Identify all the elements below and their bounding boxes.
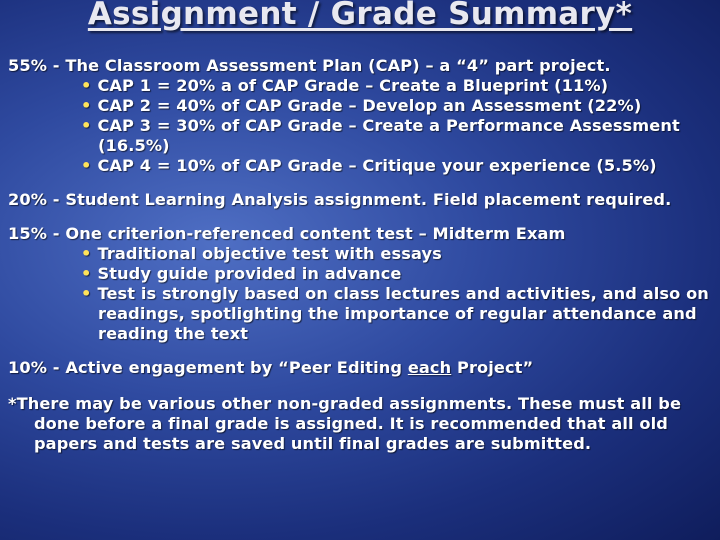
- list-item: • CAP 2 = 40% of CAP Grade – Develop an Assessment (22%): [81, 96, 642, 115]
- list-item: • Traditional objective test with essays: [81, 244, 442, 263]
- emphasis-underline: each: [407, 358, 452, 377]
- bullet-icon: •: [81, 264, 92, 283]
- slide-title: Assignment / Grade Summary*: [87, 0, 633, 32]
- list-item: • CAP 4 = 10% of CAP Grade – Critique your experience (5.5%): [81, 156, 657, 175]
- section-heading: 15% - One criterion-referenced content test – Midterm Exam: [8, 224, 566, 243]
- list-item: • CAP 3 = 30% of CAP Grade – Create a Performance Assessment (16.5%): [81, 116, 680, 155]
- bullet-icon: •: [81, 116, 92, 135]
- section-learning-analysis: [8, 190, 716, 210]
- slide-body: [8, 56, 716, 454]
- bullet-icon: •: [81, 284, 92, 303]
- bullet-icon: •: [81, 76, 92, 95]
- section-heading: 20% - Student Learning Analysis assignment. Field placement required.: [8, 190, 672, 209]
- section-heading: 55% - The Classroom Assessment Plan (CAP) – a “4” part project.: [8, 56, 611, 75]
- bullet-icon: •: [81, 96, 92, 115]
- section-cap: [8, 56, 716, 176]
- section-heading: 10% - Active engagement by “Peer Editing each Project”: [8, 358, 534, 377]
- list-item: • CAP 1 = 20% a of CAP Grade – Create a Blueprint (11%): [81, 76, 609, 95]
- section-peer-editing: [8, 358, 716, 378]
- footnote: *There may be various other non-graded assignments. These must all be done before a final grade is assigned. It is recommended that all old papers and tests are saved until final grades are submitted.: [8, 394, 682, 453]
- list-item: • Study guide provided in advance: [81, 264, 402, 283]
- section-midterm: [8, 224, 716, 344]
- bullet-icon: •: [81, 244, 92, 263]
- list-item: • Test is strongly based on class lectures and activities, and also on readings, spotlighting the importance of regular attendance and reading the text: [81, 284, 709, 343]
- bullet-icon: •: [81, 156, 92, 175]
